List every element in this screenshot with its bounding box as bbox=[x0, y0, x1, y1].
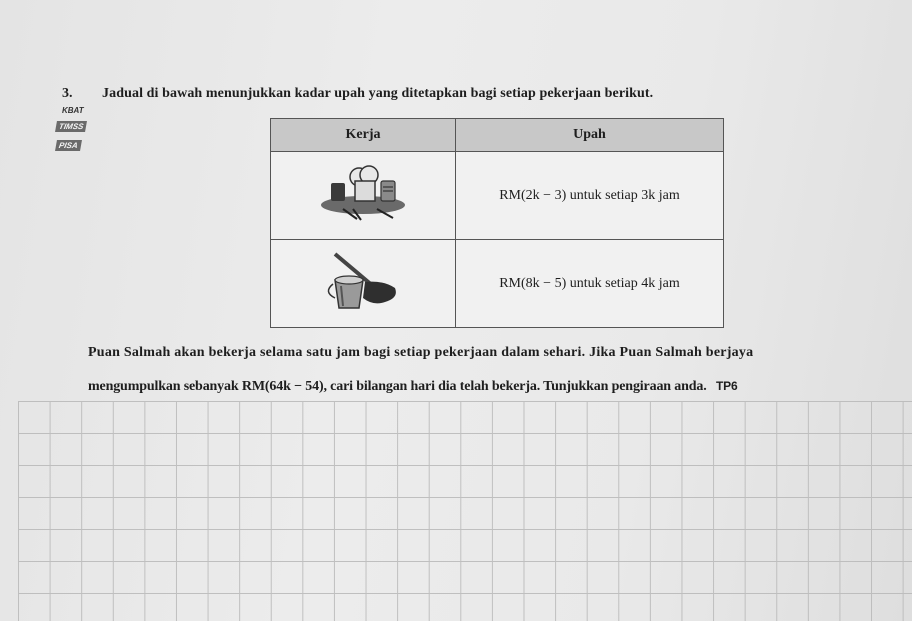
wage-cell: RM(2k − 3) untuk setiap 3k jam bbox=[456, 152, 724, 240]
paragraph-line-2-text: mengumpulkan sebanyak RM(64k − 54), cari bilangan hari dia telah bekerja. Tunjukkan pengiraan anda. bbox=[88, 379, 707, 394]
table-header-row bbox=[271, 119, 724, 152]
pisa-badge: PISA bbox=[55, 140, 82, 151]
wage-cell: RM(8k − 5) untuk setiap 4k jam bbox=[456, 240, 724, 328]
table-row bbox=[271, 240, 724, 328]
question-number: 3. bbox=[62, 86, 73, 101]
kbat-badge: KBAT bbox=[62, 106, 84, 115]
job-cell bbox=[271, 152, 456, 240]
paragraph-line-2 bbox=[88, 379, 738, 395]
wage-table bbox=[270, 118, 724, 328]
answer-grid[interactable] bbox=[18, 401, 912, 621]
table-row bbox=[271, 152, 724, 240]
timss-badge: TIMSS bbox=[55, 121, 87, 132]
job-cell bbox=[271, 240, 456, 328]
header-kerja: Kerja bbox=[271, 119, 456, 152]
chef-cooking-icon bbox=[313, 163, 413, 223]
tp-level-badge: TP6 bbox=[715, 379, 738, 393]
paragraph-line-1: Puan Salmah akan bekerja selama satu jam bagi setiap pekerjaan dalam sehari. Jika Puan Salmah berjaya bbox=[88, 345, 754, 360]
question-text: Jadual di bawah menunjukkan kadar upah yang ditetapkan bagi setiap pekerjaan berikut. bbox=[102, 86, 654, 101]
mop-bucket-icon bbox=[313, 250, 413, 312]
header-upah: Upah bbox=[456, 119, 724, 152]
show-through-text bbox=[760, 86, 763, 97]
